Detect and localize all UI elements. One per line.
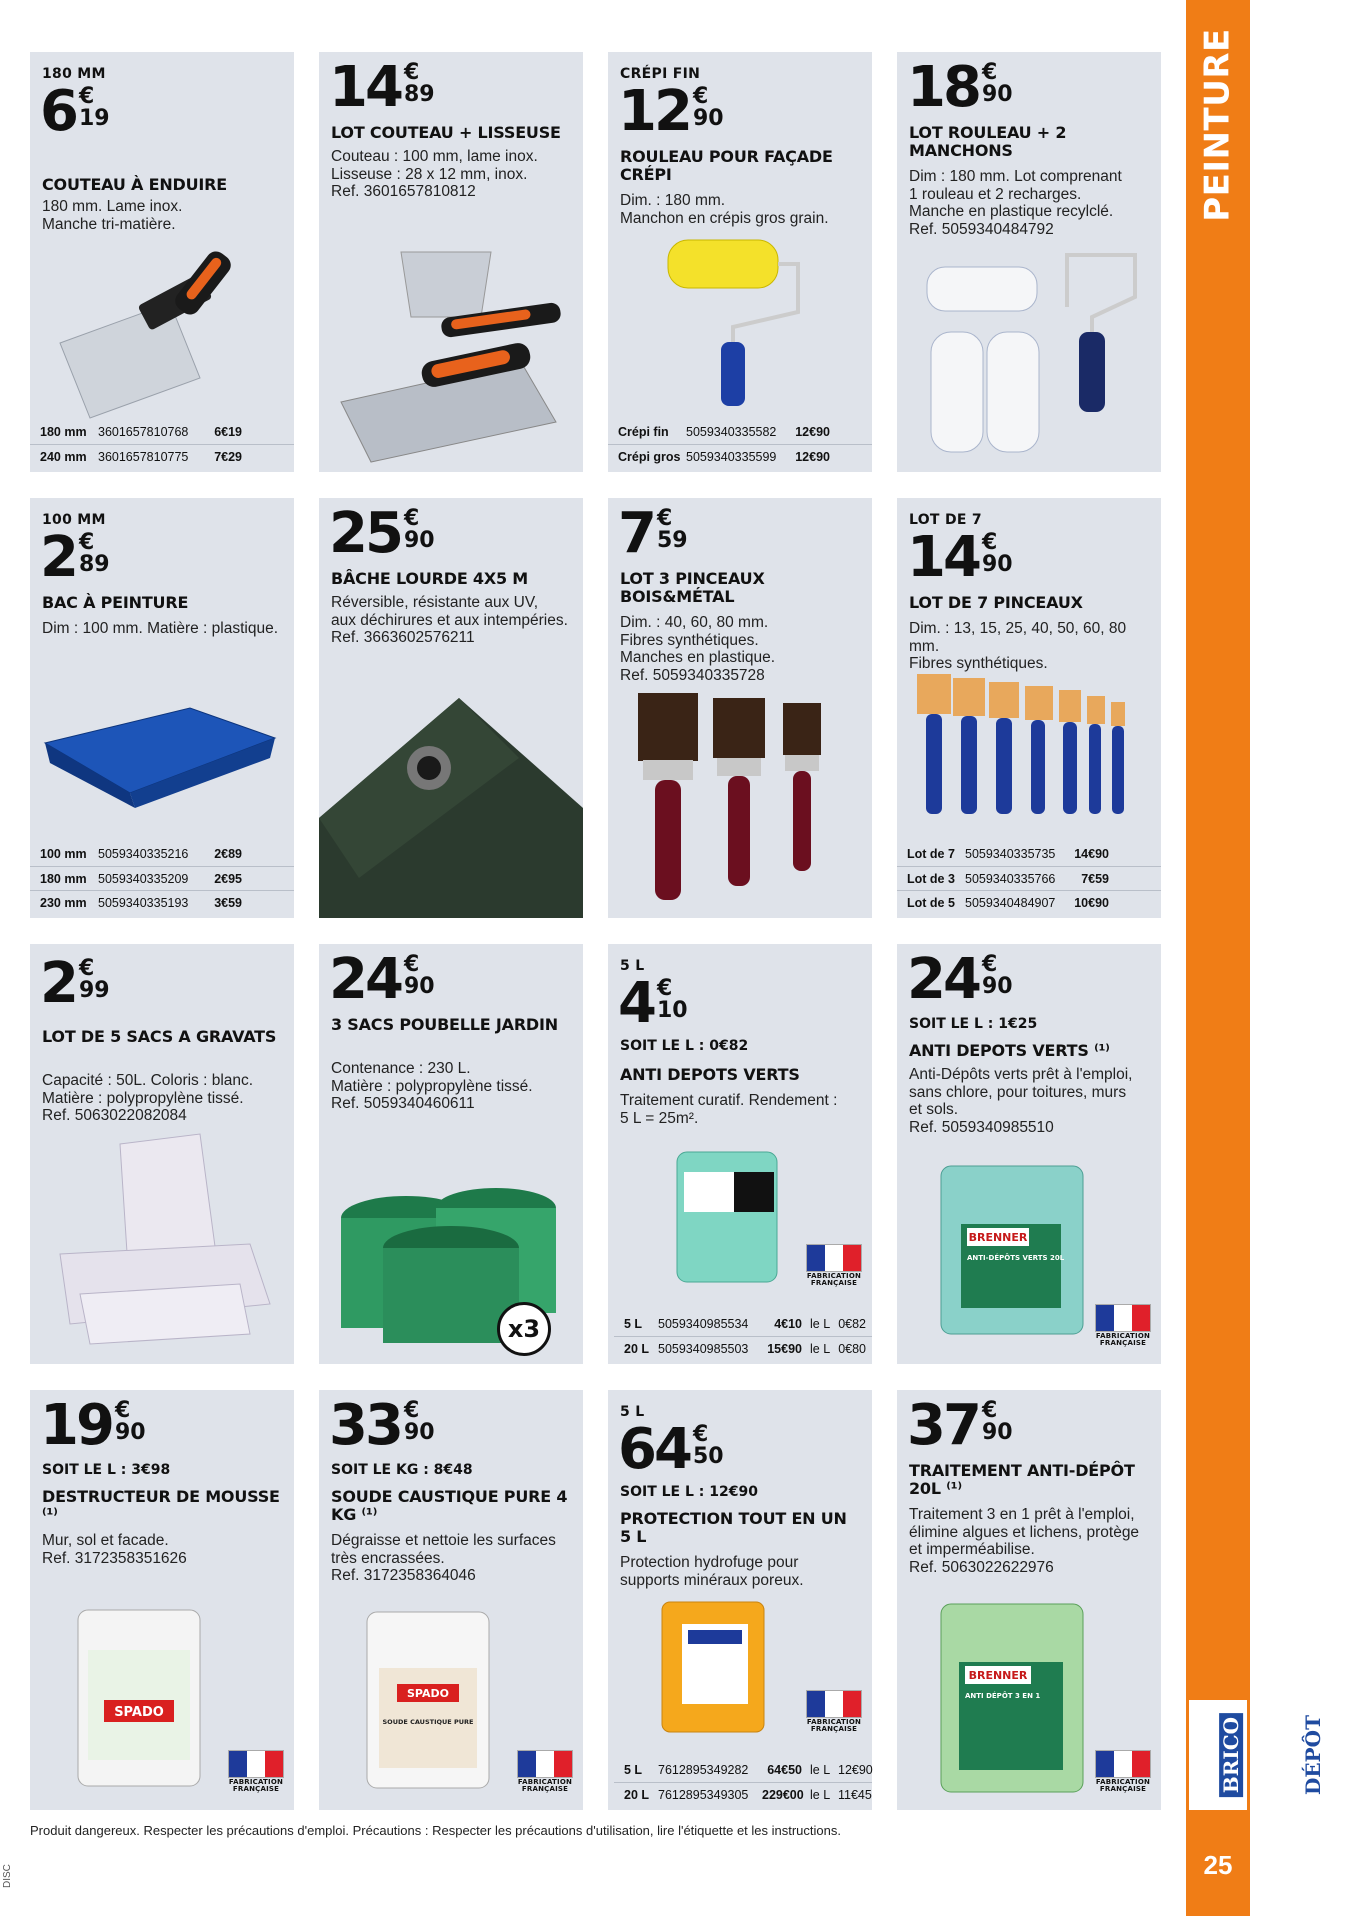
unit-price: SOIT LE L : 1€25	[909, 1016, 1038, 1032]
product-description: Dim. : 13, 15, 25, 40, 50, 60, 80 mm. Fibres synthétiques.	[909, 620, 1127, 672]
table-row: Lot de 3 5059340335766 7€59	[897, 866, 1161, 890]
product-size-tag: 100 MM	[42, 512, 106, 528]
product-card-lot-7-pinceaux[interactable]	[897, 498, 1161, 918]
product-price: 2 € 89	[40, 525, 110, 590]
sika-canister-image	[658, 1594, 768, 1736]
table-row: Lot de 7 5059340335735 14€90	[907, 847, 1109, 861]
section-sidebar	[1186, 0, 1250, 1916]
roller-sleeves-image	[917, 247, 1147, 462]
product-price: 12 € 90	[618, 79, 724, 144]
product-title: DESTRUCTEUR DE MOUSSE ⁽¹⁾	[42, 1487, 280, 1524]
product-price: 33 € 90	[329, 1393, 435, 1458]
facade-roller-image	[648, 232, 828, 412]
product-description: Dim : 180 mm. Lot comprenant 1 rouleau et 2 recharges. Manche en plastique recylclé. Ref. 5059340484792	[909, 168, 1122, 238]
table-row: Lot de 5 5059340484907 10€90	[897, 890, 1161, 914]
product-title: SOUDE CAUSTIQUE PURE 4 KG ⁽¹⁾	[331, 1487, 568, 1524]
disc-label: DISC	[2, 1864, 13, 1888]
table-row: 240 mm 3601657810775 7€29	[30, 444, 294, 468]
table-row: 230 mm 5059340335193 3€59	[30, 890, 294, 914]
spado-logo: SPADO	[407, 1687, 449, 1700]
product-size-tag: LOT DE 7	[909, 512, 982, 528]
product-title: LOT ROULEAU + 2 MANCHONS	[909, 123, 1067, 160]
table-row: Crépi gros 5059340335599 12€90	[608, 444, 872, 468]
product-price: 7 € 59	[618, 501, 688, 566]
product-price: 14 € 89	[329, 55, 435, 120]
variant-table	[30, 417, 294, 472]
variant-table	[897, 839, 1161, 918]
product-title: ANTI DEPOTS VERTS ⁽¹⁾	[909, 1041, 1110, 1060]
table-row: 100 mm 5059340335216 2€89	[40, 847, 242, 861]
product-price: 64 € 50	[618, 1417, 724, 1482]
canister-label: SOUDE CAUSTIQUE PURE	[382, 1718, 474, 1726]
paint-tray-image	[40, 698, 280, 808]
product-size-tag: 180 MM	[42, 66, 106, 82]
product-card-rouleau-facade[interactable]	[608, 52, 872, 472]
table-row: 20 L 7612895349305 229€00 le L 11€45	[614, 1782, 872, 1806]
product-card-anti-depots-5l[interactable]	[608, 944, 872, 1364]
product-card-lot-rouleau-manchons[interactable]	[897, 52, 1161, 472]
canister-label: ANTI-DÉPÔTS VERTS 20L	[967, 1254, 1065, 1262]
product-description: Dégraisse et nettoie les surfaces très encrassées. Ref. 3172358364046	[331, 1532, 556, 1584]
product-card-couteau-enduire[interactable]	[30, 52, 294, 472]
product-card-soude-caustique[interactable]	[319, 1390, 583, 1810]
unit-price: SOIT LE L : 12€90	[620, 1484, 758, 1500]
product-title: COUTEAU À ENDUIRE	[42, 175, 227, 194]
product-card-destructeur-mousse[interactable]	[30, 1390, 294, 1810]
canister-label: ANTI DÉPÔT 3 EN 1	[965, 1692, 1041, 1700]
product-description: Traitement 3 en 1 prêt à l'emploi, élimine algues et lichens, protège et imperméabilise. Ref. 5063022622976	[909, 1506, 1140, 1576]
canister-image	[672, 1142, 782, 1284]
french-flag-badge: FABRICATION FRANÇAISE	[806, 1244, 862, 1287]
unit-price: SOIT LE L : 3€98	[42, 1462, 171, 1478]
french-flag-badge: FABRICATION FRANÇAISE	[1095, 1304, 1151, 1347]
soude-canister-image	[363, 1598, 493, 1792]
product-card-sacs-gravats[interactable]	[30, 944, 294, 1364]
french-flag-badge: FABRICATION FRANÇAISE	[806, 1690, 862, 1733]
putty-knife-image	[50, 248, 280, 418]
table-row: 180 mm 3601657810768 6€19	[40, 425, 242, 439]
product-description: Mur, sol et facade. Ref. 3172358351626	[42, 1532, 187, 1567]
product-description: Dim : 100 mm. Matière : plastique.	[42, 620, 279, 637]
product-price: 14 € 90	[907, 525, 1013, 590]
product-price: 24 € 90	[907, 947, 1013, 1012]
product-title: 3 SACS POUBELLE JARDIN	[331, 1015, 558, 1034]
seven-brushes-image	[915, 664, 1145, 824]
product-card-anti-depots-20l[interactable]	[897, 944, 1161, 1364]
product-card-bache-lourde[interactable]	[319, 498, 583, 918]
french-flag-badge: FABRICATION FRANÇAISE	[517, 1750, 573, 1793]
spado-canister-image	[74, 1590, 204, 1790]
french-flag-badge: FABRICATION FRANÇAISE	[1095, 1750, 1151, 1793]
product-price: 24 € 90	[329, 947, 435, 1012]
variant-table	[614, 1755, 872, 1810]
trowel-knife-image	[331, 242, 571, 462]
table-row: 5 L 7612895349282 64€50 le L 12€90	[624, 1763, 873, 1777]
product-card-protection-tout-en-un[interactable]	[608, 1390, 872, 1810]
brico-depot-logo: BRICO DÉPÔT	[1189, 1700, 1247, 1810]
product-description: Contenance : 230 L. Matière : polypropylène tissé. Ref. 5059340460611	[331, 1060, 533, 1112]
unit-price: SOIT LE KG : 8€48	[331, 1462, 473, 1478]
product-card-sacs-poubelle[interactable]	[319, 944, 583, 1364]
product-title: LOT COUTEAU + LISSEUSE	[331, 123, 561, 142]
product-card-traitement-anti-depot[interactable]	[897, 1390, 1161, 1810]
product-description: Dim. : 180 mm. Manchon en crépis gros grain.	[620, 192, 829, 227]
product-description: Couteau : 100 mm, lame inox. Lisseuse : 28 x 12 mm, inox. Ref. 3601657810812	[331, 148, 538, 200]
brenner-3en1-canister-image	[937, 1600, 1087, 1796]
variant-table	[608, 417, 872, 472]
french-flag-badge: FABRICATION FRANÇAISE	[228, 1750, 284, 1793]
quantity-badge: x3	[497, 1302, 551, 1356]
product-title: ANTI DEPOTS VERTS	[620, 1065, 800, 1084]
product-title: LOT DE 7 PINCEAUX	[909, 593, 1083, 612]
product-price: 2 € 99	[40, 951, 110, 1016]
product-title: BÂCHE LOURDE 4X5 M	[331, 569, 529, 588]
tarp-image	[319, 698, 583, 918]
product-description: Dim. : 40, 60, 80 mm. Fibres synthétiques. Manches en plastique. Ref. 5059340335728	[620, 614, 776, 684]
variant-table	[614, 1309, 872, 1364]
product-title: TRAITEMENT ANTI-DÉPÔT 20L ⁽¹⁾	[909, 1461, 1135, 1498]
product-title: LOT DE 5 SACS A GRAVATS	[42, 1027, 277, 1046]
product-card-lot-couteau-lisseuse[interactable]	[319, 52, 583, 472]
table-row: 180 mm 5059340335209 2€95	[30, 866, 294, 890]
product-price: 25 € 90	[329, 501, 435, 566]
product-description: Anti-Dépôts verts prêt à l'emploi, sans chlore, pour toitures, murs et sols. Ref. 5059340985510	[909, 1066, 1133, 1136]
product-description: Traitement curatif. Rendement : 5 L = 25m².	[620, 1092, 838, 1127]
unit-price: SOIT LE L : 0€82	[620, 1038, 749, 1054]
rubble-bags-image	[50, 1134, 280, 1344]
product-card-lot-3-pinceaux[interactable]	[608, 498, 872, 918]
brenner-logo: BRENNER	[968, 1231, 1028, 1244]
safety-footnote: Produit dangereux. Respecter les précautions d'emploi. Précautions : Respecter les précautions d'utilisation, lire l'étiquette et les instructions.	[30, 1823, 841, 1838]
product-price: 4 € 10	[618, 971, 688, 1036]
table-row: 5 L 5059340985534 4€10 le L 0€82	[624, 1317, 866, 1331]
product-description: Protection hydrofuge pour supports minéraux poreux.	[620, 1554, 804, 1589]
page-number: 25	[1203, 1850, 1233, 1880]
product-price: 19 € 90	[40, 1393, 146, 1458]
brushes-image	[633, 688, 853, 908]
product-title: PROTECTION TOUT EN UN 5 L	[620, 1509, 847, 1546]
table-row: 20 L 5059340985503 15€90 le L 0€80	[614, 1336, 872, 1360]
product-card-bac-peinture[interactable]	[30, 498, 294, 918]
product-description: Réversible, résistante aux UV, aux déchirures et aux intempéries. Ref. 3663602576211	[331, 594, 568, 646]
product-description: 180 mm. Lame inox. Manche tri-matière.	[42, 198, 183, 233]
product-description: Capacité : 50L. Coloris : blanc. Matière : polypropylène tissé. Ref. 5063022082084	[42, 1072, 254, 1124]
product-price: 18 € 90	[907, 55, 1013, 120]
product-size-tag: 5 L	[620, 1404, 645, 1420]
product-title: LOT 3 PINCEAUX BOIS&MÉTAL	[620, 569, 765, 606]
product-title: BAC À PEINTURE	[42, 593, 189, 612]
spado-logo: SPADO	[114, 1705, 164, 1720]
product-size-tag: CRÉPI FIN	[620, 66, 701, 82]
table-row: Crépi fin 5059340335582 12€90	[618, 425, 830, 439]
product-title: ROULEAU POUR FAÇADE CRÉPI	[620, 147, 833, 184]
brenner-canister-image	[937, 1162, 1087, 1338]
variant-table	[30, 839, 294, 918]
brenner-logo: BRENNER	[968, 1669, 1028, 1682]
product-price: 6 € 19	[40, 79, 110, 144]
product-size-tag: 5 L	[620, 958, 645, 974]
section-title: PEINTURE	[1198, 28, 1238, 222]
product-price: 37 € 90	[907, 1393, 1013, 1458]
